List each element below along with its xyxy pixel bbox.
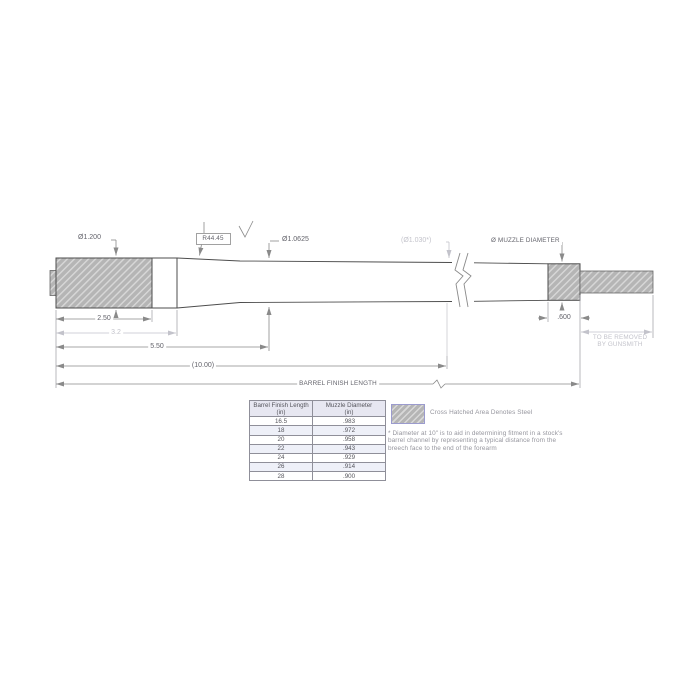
reference-diameter-callout: (Ø1.030*) bbox=[401, 237, 432, 244]
removed-note-line2: BY GUNSMITH bbox=[597, 341, 643, 348]
table-row: 26 .914 bbox=[250, 462, 386, 471]
dim-cylinder-length: 5.50 bbox=[150, 343, 164, 350]
table-row: 22 .943 bbox=[250, 444, 386, 453]
muzzle-section bbox=[548, 264, 580, 301]
muzzle-diameter-table bbox=[249, 400, 386, 481]
breech-diameter-callout: Ø1.200 bbox=[78, 234, 101, 241]
break-symbol bbox=[455, 253, 471, 307]
dim-reference-short: 3.2 bbox=[111, 329, 121, 336]
col-barrel-finish-length: Barrel Finish Length (in) bbox=[250, 401, 313, 417]
table-row: 18 .972 bbox=[250, 426, 386, 435]
dim-muzzle-length: .600 bbox=[557, 314, 571, 321]
mid-diameter-callout: Ø1.0625 bbox=[282, 236, 309, 243]
surface-finish-icon bbox=[239, 221, 253, 237]
barrel-profile bbox=[50, 253, 653, 308]
steel-legend-label: Cross Hatched Area Denotes Steel bbox=[430, 409, 533, 416]
removed-note-line1: TO BE REMOVED bbox=[592, 334, 648, 341]
muzzle-diameter-callout: Ø MUZZLE DIAMETER bbox=[491, 237, 560, 244]
table-row: 20 .958 bbox=[250, 435, 386, 444]
dim-finish-length-label: BARREL FINISH LENGTH bbox=[299, 380, 377, 387]
cylinder-section bbox=[152, 258, 177, 308]
extension-lines bbox=[56, 295, 653, 388]
dim-reference-length: (10.00) bbox=[191, 362, 215, 369]
radius-callout: R44.45 bbox=[202, 235, 224, 242]
dimension-lines bbox=[56, 318, 652, 388]
diameter-footnote: * Diameter at 10" is to aid in determining fitment in a stock's barrel channel by representing a typical distance from the breech face to the end of the forearm bbox=[388, 430, 563, 452]
table-row: 16.5 .983 bbox=[250, 417, 386, 426]
steel-hatch-legend-swatch bbox=[391, 404, 425, 424]
dim-breech-length: 2.50 bbox=[97, 315, 111, 322]
col-muzzle-diameter: Muzzle Diameter (in) bbox=[313, 401, 386, 417]
table-row: 28 .900 bbox=[250, 472, 386, 481]
breech-section bbox=[56, 258, 152, 308]
spec-table-body bbox=[250, 417, 386, 481]
table-row: 24 .929 bbox=[250, 453, 386, 462]
table-header-row bbox=[250, 401, 386, 417]
removed-extension-section bbox=[580, 271, 653, 293]
